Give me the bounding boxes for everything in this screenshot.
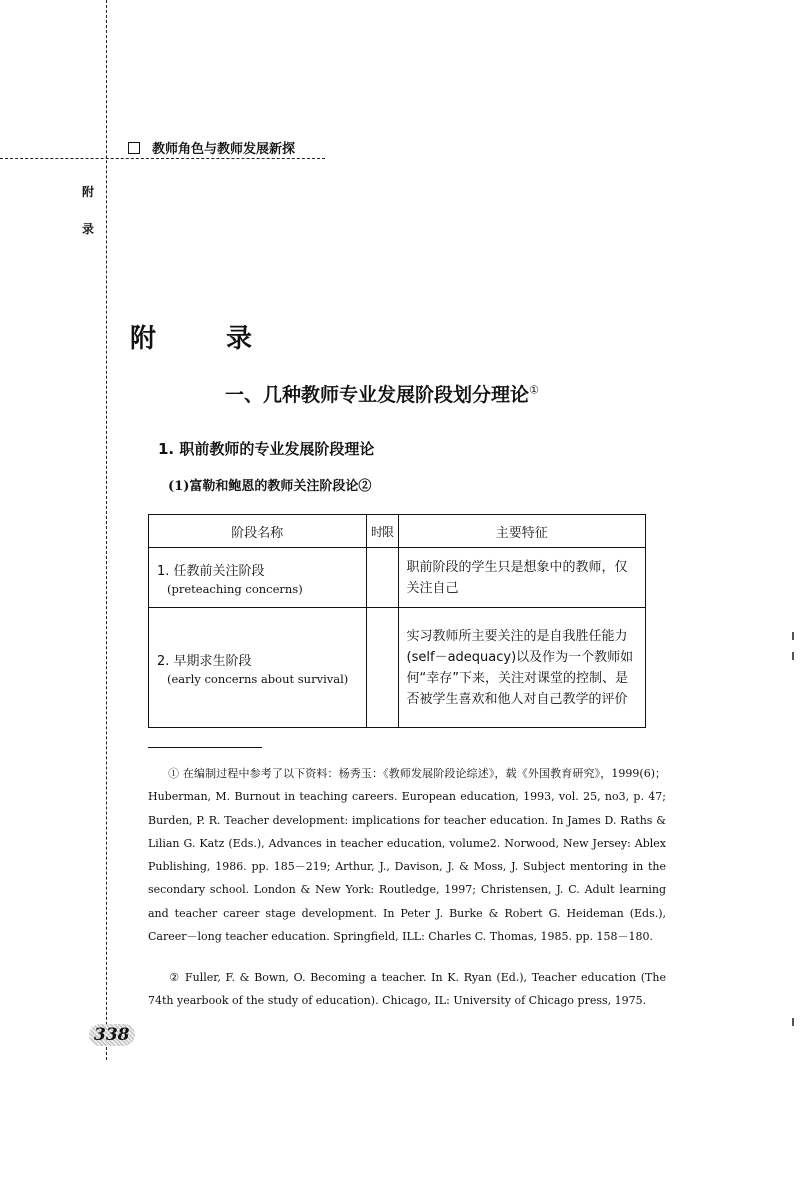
footnote-2-text: ② Fuller, F. & Bown, O. Becoming a teacher. In K. Ryan (Ed.), Teacher education (The 74th yearbook of the study of education). Chicago, IL: University of Chicago press, 1975. <box>148 971 666 1008</box>
stage-name-en: (early concerns about survival) <box>167 671 349 686</box>
header-dashed-rule <box>0 158 325 159</box>
table-header-row <box>149 515 646 548</box>
running-header-text: 教师角色与教师发展新探 <box>152 142 296 157</box>
header-period: 时限 <box>366 515 398 548</box>
subsection-title: 1. 职前教师的专业发展阶段理论 <box>158 440 375 458</box>
table-row <box>149 548 646 608</box>
side-tab-char-1: 附 <box>82 185 95 199</box>
section-title-text: 一、几种教师专业发展阶段划分理论 <box>225 384 530 406</box>
subsubsection-title: (1)富勒和鲍恩的教师关注阶段论② <box>168 479 372 494</box>
footnote-2 <box>148 966 666 1013</box>
section-title <box>225 380 539 407</box>
header-stage-name: 阶段名称 <box>149 515 367 548</box>
appendix-title: 附录 <box>130 324 323 354</box>
running-header <box>128 138 295 157</box>
stages-table <box>148 514 646 728</box>
table-row <box>149 608 646 728</box>
scan-edge-mark <box>792 632 794 640</box>
stage-name: 2. 早期求生阶段 <box>157 653 252 669</box>
section-note-marker: ① <box>529 383 539 397</box>
binding-dashed-line <box>106 0 107 1060</box>
feature-cell: 实习教师所主要关注的是自我胜任能力(self－adequacy)以及作为一个教师如何“幸存”下来，关注对课堂的控制、是否被学生喜欢和他人对自己教学的评价 <box>398 608 645 728</box>
footnote-1-text: ① 在编制过程中参考了以下资料：杨秀玉：《教师发展阶段论综述》，载《外国教育研究》，1999(6)；Huberman, M. Burnout in teaching careers. European education, 1993, vol. 25, no3, p. 47; Burden, P. R. Teacher development: implications for teacher education. In James D. Raths & Lilian G. Katz (Eds.), Advances in teacher education, volume2. Norwood, New Jersey: Ablex Publishing, 1986. pp. 185－219; Arthur, J., Davison, J. & Moss, J. Subject mentoring in the secondary school. London & New York: Routledge, 1997; Christensen, J. C. Adult learning and teacher career stage development. In Peter J. Burke & Robert G. Heideman (Eds.), Career－long teacher education. Springfield, ILL: Charles C. Thomas, 1985. pp. 158－180. <box>148 767 666 944</box>
scan-edge-mark <box>792 652 794 660</box>
stage-cell <box>149 548 367 608</box>
scan-edge-mark <box>792 1018 794 1026</box>
square-bullet-icon <box>128 142 140 154</box>
stage-name-en: (preteaching concerns) <box>167 581 303 596</box>
side-tab-char-2: 录 <box>82 222 95 236</box>
footnote-rule <box>148 747 262 748</box>
stage-name: 1. 任教前关注阶段 <box>157 563 265 579</box>
footnote-1 <box>148 762 666 948</box>
feature-cell: 职前阶段的学生只是想象中的教师，仅关注自己 <box>398 548 645 608</box>
period-cell <box>366 548 398 608</box>
period-cell <box>366 608 398 728</box>
stage-cell <box>149 608 367 728</box>
header-features: 主要特征 <box>398 515 645 548</box>
page-number: 338 <box>89 1024 135 1046</box>
